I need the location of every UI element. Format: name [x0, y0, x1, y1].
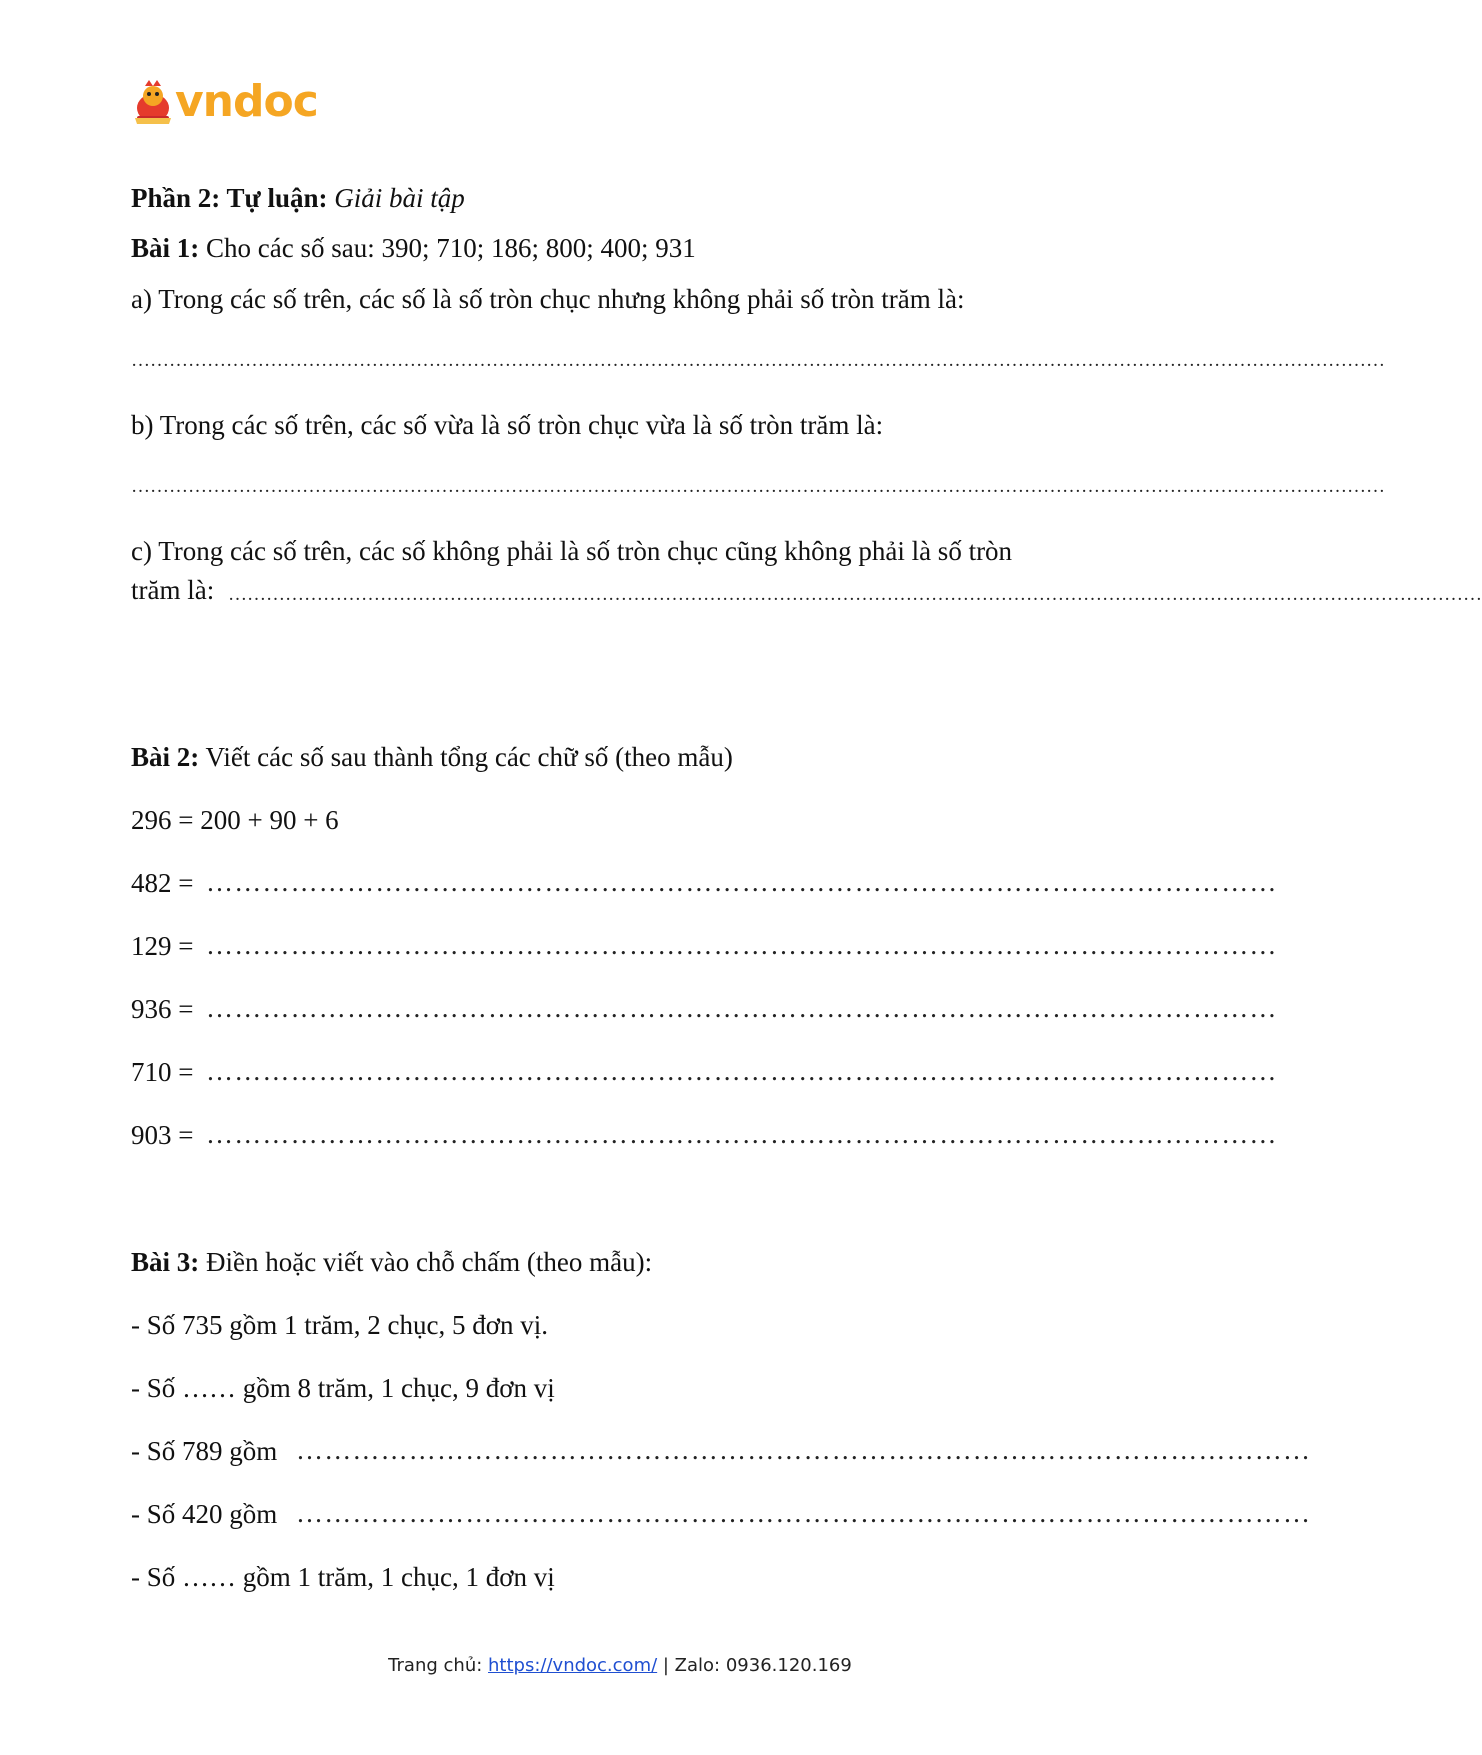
- bai2-fill-903[interactable]: ……………………………………………………………………………………………………: [206, 1119, 1278, 1149]
- bai3-example: - Số 735 gồm 1 trăm, 2 chục, 5 đơn vị.: [131, 1310, 548, 1340]
- logo-wordmark: vndoc: [175, 76, 318, 127]
- bai2-item-903: 903 =: [131, 1120, 194, 1150]
- section-title: [131, 182, 465, 214]
- footer-homepage-link[interactable]: https://vndoc.com/: [488, 1655, 658, 1676]
- footer-prefix: Trang chủ:: [388, 1655, 489, 1676]
- bai2-fill-710[interactable]: ……………………………………………………………………………………………………: [206, 1056, 1278, 1086]
- bai3-item-2: - Số 789 gồm: [131, 1436, 278, 1466]
- bai3-fill-789[interactable]: ………………………………………………………………………………………………: [296, 1435, 1312, 1465]
- bai3-fill-420[interactable]: ………………………………………………………………………………………………: [296, 1498, 1312, 1528]
- bai3-item-3: - Số 420 gồm: [131, 1499, 278, 1529]
- bai1-question-c-line2: trăm là:: [131, 575, 215, 605]
- mascot-icon: [131, 78, 175, 130]
- bai2-heading: [131, 741, 733, 773]
- bai1-question-c: c) Trong các số trên, các số không phải là số tròn chục cũng không phải là số tròn: [131, 536, 1013, 566]
- bai2-label: Bài 2:: [131, 742, 200, 772]
- bai2-example: 296 = 200 + 90 + 6: [131, 805, 339, 835]
- bai1-answer-c-line[interactable]: ………………………………………………………………………………………………………………………………………………………………………………: [228, 584, 1482, 605]
- bai1-heading: [131, 232, 696, 264]
- bai1-question-b: b) Trong các số trên, các số vừa là số tròn chục vừa là số tròn trăm là:: [131, 410, 884, 440]
- footer-suffix: | Zalo: 0936.120.169: [657, 1655, 852, 1676]
- bai1-question-c-cont: [131, 574, 214, 606]
- bai2-item-936: 936 =: [131, 994, 194, 1024]
- bai1-label: Bài 1:: [131, 233, 200, 263]
- bai3-text: Điền hoặc viết vào chỗ chấm (theo mẫu):: [206, 1247, 653, 1277]
- bai1-answer-b-line[interactable]: ………………………………………………………………………………………………………………………………………………………………………………: [131, 476, 1385, 497]
- bai2-item-129: 129 =: [131, 931, 194, 961]
- vndoc-logo: [131, 74, 318, 134]
- bai2-item-710: 710 =: [131, 1057, 194, 1087]
- bai3-heading: [131, 1246, 652, 1278]
- bai2-fill-129[interactable]: ……………………………………………………………………………………………………: [206, 930, 1278, 960]
- bai2-fill-482[interactable]: ……………………………………………………………………………………………………: [206, 867, 1278, 897]
- bai2-text: Viết các số sau thành tổng các chữ số (theo mẫu): [205, 742, 733, 772]
- bai2-item-482: 482 =: [131, 868, 194, 898]
- bai2-fill-936[interactable]: ……………………………………………………………………………………………………: [206, 993, 1278, 1023]
- page-footer: [0, 1655, 1240, 1676]
- bai1-text: Cho các số sau: 390; 710; 186; 800; 400; 931: [206, 233, 696, 263]
- bai1-answer-a-line[interactable]: ………………………………………………………………………………………………………………………………………………………………………………: [131, 350, 1385, 371]
- bai1-question-a: a) Trong các số trên, các số là số tròn chục nhưng không phải số tròn trăm là:: [131, 284, 965, 314]
- bai3-item-1: - Số …… gồm 8 trăm, 1 chục, 9 đơn vị: [131, 1373, 555, 1403]
- bai3-item-4: - Số …… gồm 1 trăm, 1 chục, 1 đơn vị: [131, 1562, 555, 1592]
- section-title-bold: Phần 2: Tự luận:: [131, 183, 328, 213]
- section-title-italic: Giải bài tập: [334, 183, 465, 213]
- bai3-label: Bài 3:: [131, 1247, 200, 1277]
